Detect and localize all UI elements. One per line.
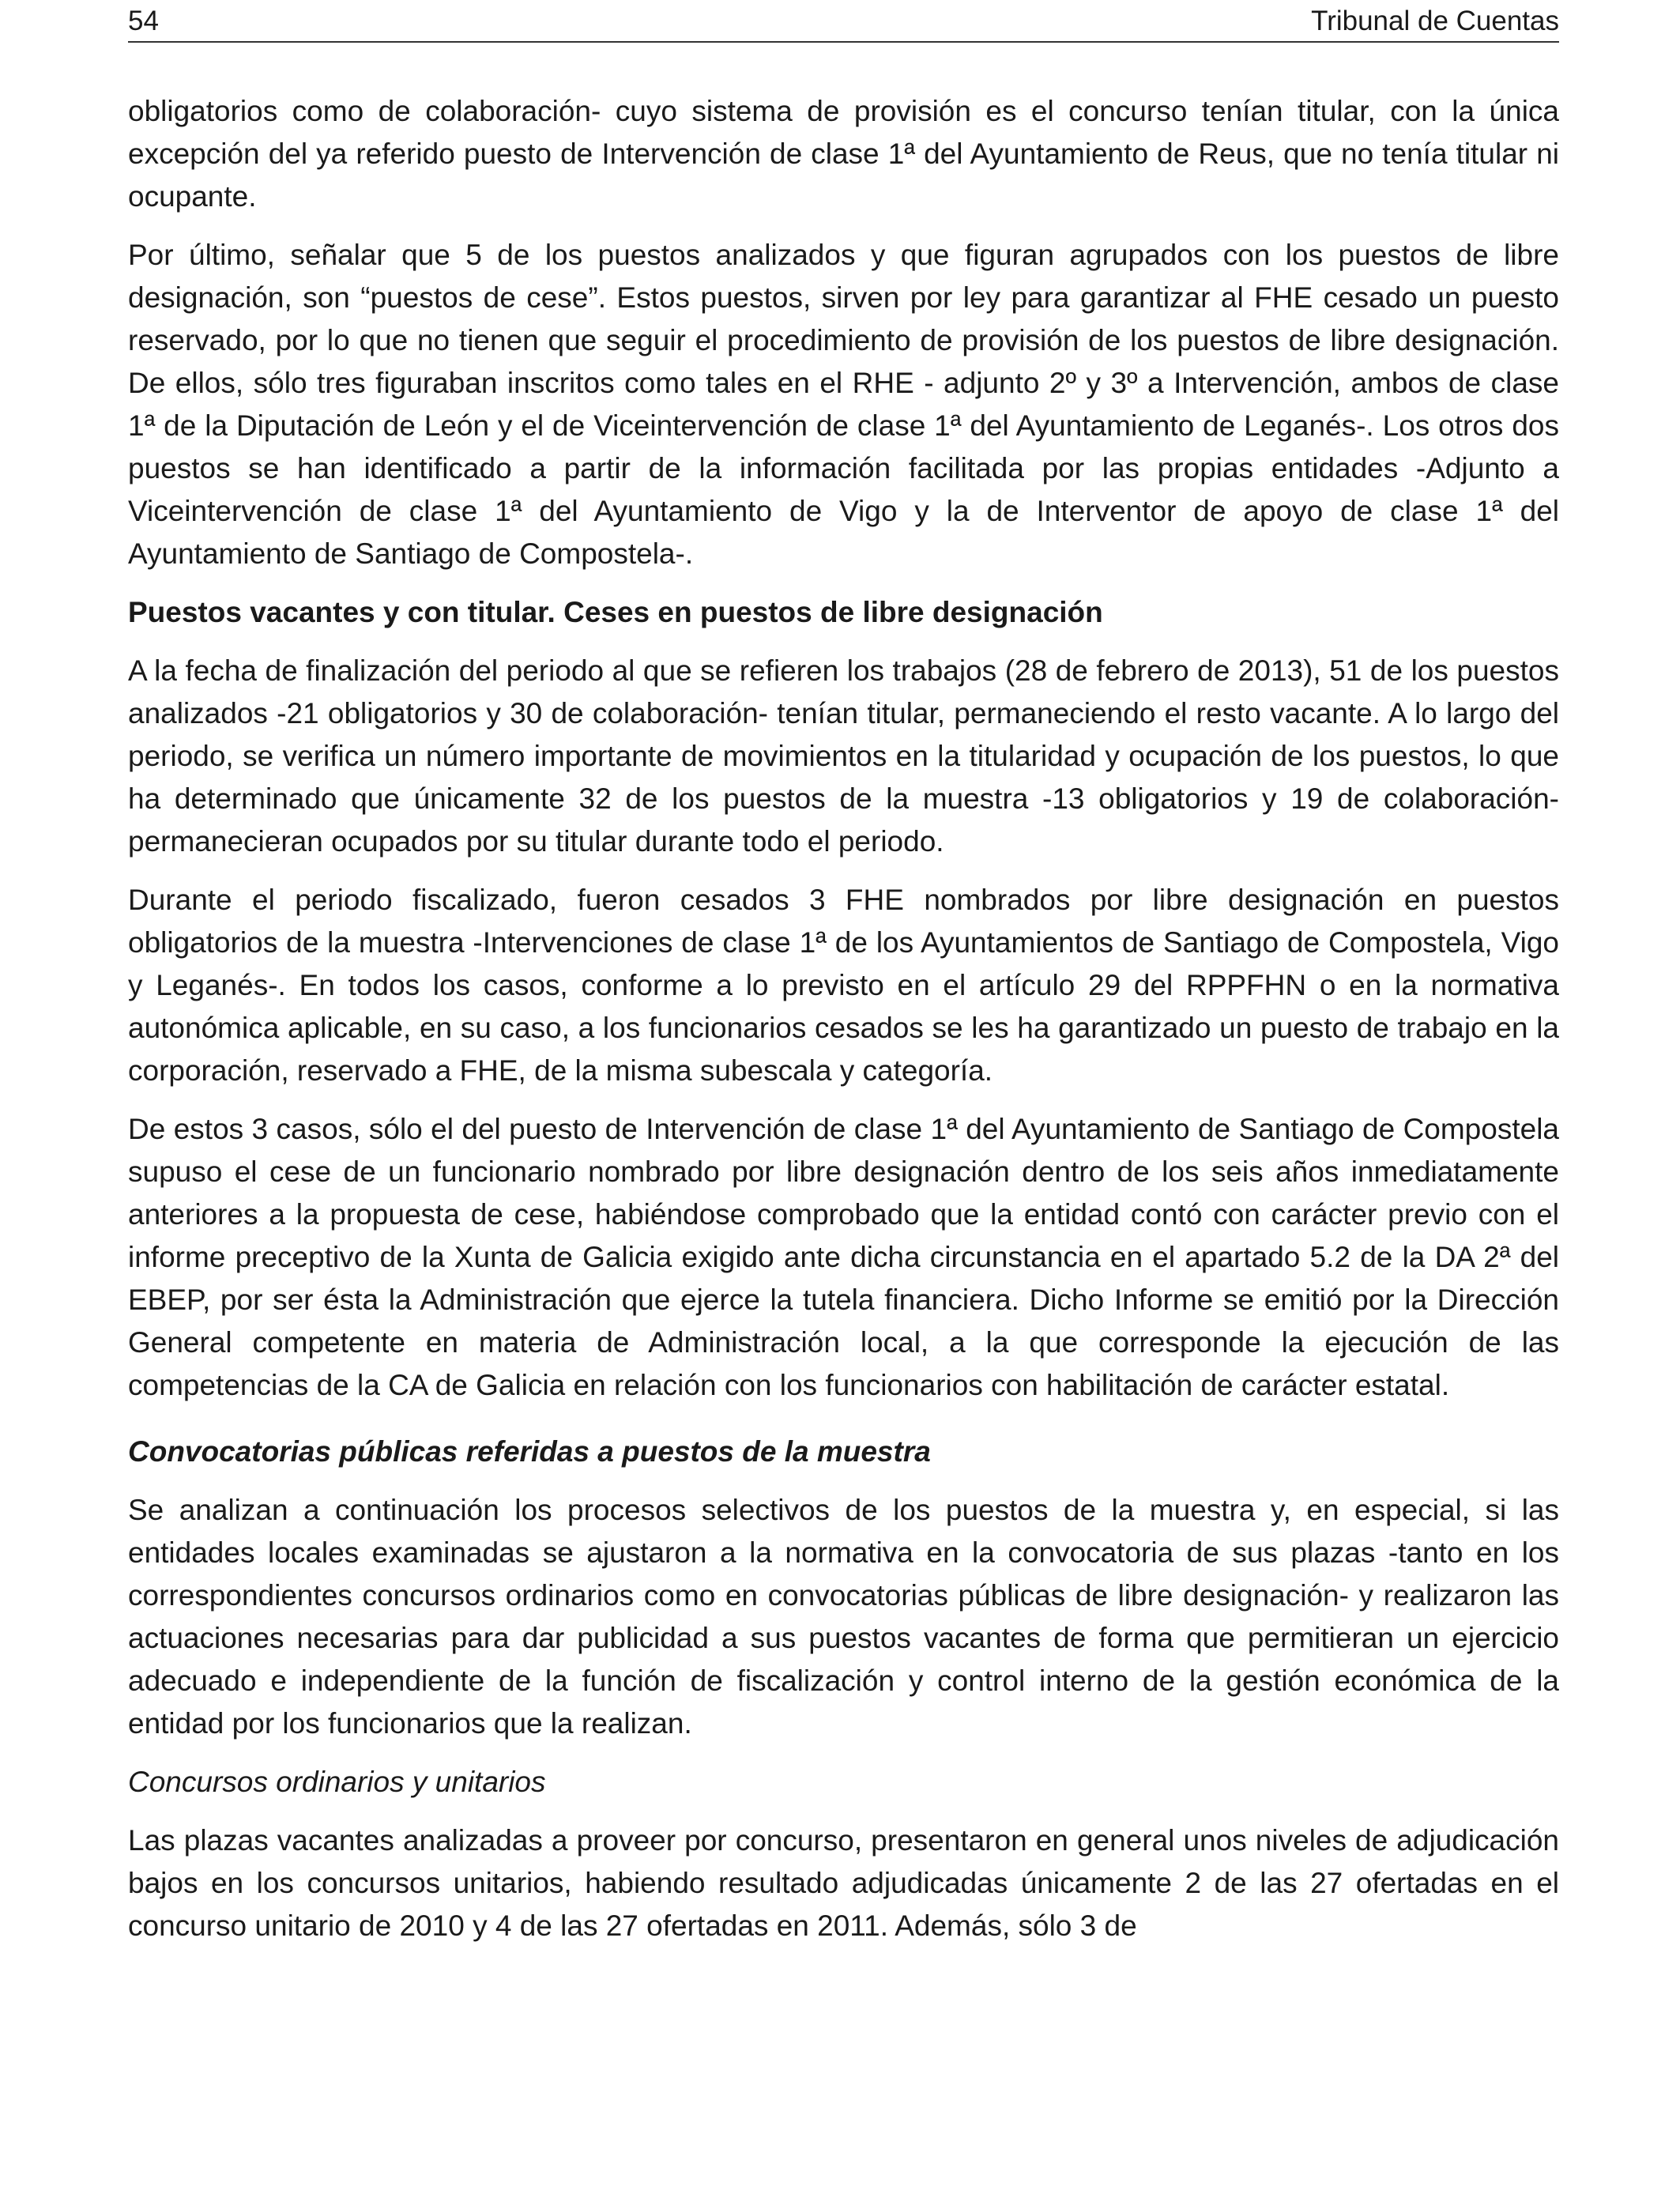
document-body [128,43,1559,1947]
paragraph: Se analizan a continuación los procesos selectivos de los puestos de la muestra y, en especial, si las entidades locales examinadas se ajustaron a la normativa en la convocatoria de sus plazas -tanto en los correspondientes concursos ordinarios como en convocatorias públicas de libre designación- y realizaron las actuaciones necesarias para dar publicidad a sus puestos vacantes de forma que permitieran un ejercicio adecuado e independiente de la función de fiscalización y control interno de la gestión económica de la entidad por los funcionarios que la realizan. [128,1494,1559,1740]
document-page [128,0,1559,1963]
paragraph: obligatorios como de colaboración- cuyo sistema de provisión es el concurso tenían titular, con la única excepción del ya referido puesto de Intervención de clase 1ª del Ayuntamiento de Reus, que no tenía titular ni ocupante. [128,95,1559,213]
paragraph: De estos 3 casos, sólo el del puesto de Intervención de clase 1ª del Ayuntamiento de Santiago de Compostela supuso el cese de un funcionario nombrado por libre designación dentro de los seis años inmediatamente anteriores a la propuesta de cese, habiéndose comprobado que la entidad contó con carácter previo con el informe preceptivo de la Xunta de Galicia exigido ante dicha circunstancia en el apartado 5.2 de la DA 2ª del EBEP, por ser ésta la Administración que ejerce la tutela financiera. Dicho Informe se emitió por la Dirección General competente en materia de Administración local, a la que corresponde la ejecución de las competencias de la CA de Galicia en relación con los funcionarios con habilitación de carácter estatal. [128,1113,1559,1401]
paragraph: A la fecha de finalización del periodo al que se refieren los trabajos (28 de febrero de 2013), 51 de los puestos analizados -21 obligatorios y 30 de colaboración- tenían titular, permaneciendo el resto vacante. A lo largo del periodo, se verifica un número importante de movimientos en la titularidad y ocupación de los puestos, lo que ha determinado que únicamente 32 de los puestos de la muestra -13 obligatorios y 19 de colaboración- permanecieran ocupados por su titular durante todo el periodo. [128,654,1559,858]
section-heading: Puestos vacantes y con titular. Ceses en puestos de libre designación [128,596,1103,628]
page-header [128,2,1559,43]
paragraph: Durante el periodo fiscalizado, fueron cesados 3 FHE nombrados por libre designación en puestos obligatorios de la muestra -Intervenciones de clase 1ª de los Ayuntamientos de Santiago de Compostela, Vigo y Leganés-. En todos los casos, conforme a lo previsto en el artículo 29 del RPPFHN o en la normativa autonómica aplicable, en su caso, a los funcionarios cesados se les ha garantizado un puesto de trabajo en la corporación, reservado a FHE, de la misma subescala y categoría. [128,884,1559,1087]
section-heading: Convocatorias públicas referidas a puestos de la muestra [128,1435,931,1468]
page-number: 54 [128,6,159,36]
paragraph: Las plazas vacantes analizadas a proveer por concurso, presentaron en general unos niveles de adjudicación bajos en los concursos unitarios, habiendo resultado adjudicadas únicamente 2 de las 27 ofertadas en el concurso unitario de 2010 y 4 de las 27 ofertadas en 2011. Además, sólo 3 de [128,1824,1559,1942]
subsection-heading: Concursos ordinarios y unitarios [128,1766,546,1798]
paragraph: Por último, señalar que 5 de los puestos analizados y que figuran agrupados con los puestos de libre designación, son “puestos de cese”. Estos puestos, sirven por ley para garantizar al FHE cesado un puesto reservado, por lo que no tienen que seguir el procedimiento de provisión de los puestos de libre designación. De ellos, sólo tres figuraban inscritos como tales en el RHE - adjunto 2º y 3º a Intervención, ambos de clase 1ª de la Diputación de León y el de Viceintervención de clase 1ª del Ayuntamiento de Leganés-. Los otros dos puestos se han identificado a partir de la información facilitada por las propias entidades -Adjunto a Viceintervención de clase 1ª del Ayuntamiento de Vigo y la de Interventor de apoyo de clase 1ª del Ayuntamiento de Santiago de Compostela-. [128,239,1559,570]
header-title: Tribunal de Cuentas [1311,6,1559,36]
